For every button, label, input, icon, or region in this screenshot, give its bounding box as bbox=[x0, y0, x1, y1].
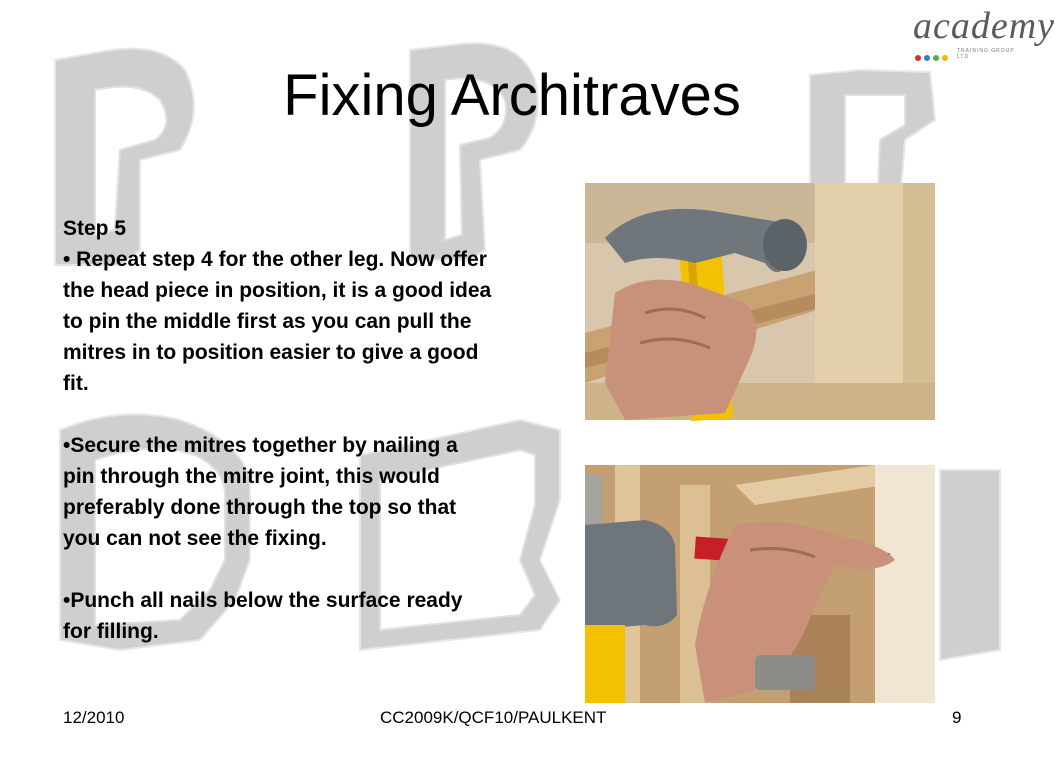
logo-wordmark: academy bbox=[913, 5, 1055, 47]
paragraph-repeat-step: • Repeat step 4 for the other leg. Now offer the head piece in position, it is a good idea to pin the middle first as you can pull the mitres in to position easier to give a good fit. bbox=[63, 248, 492, 395]
paragraph-secure-mitres: •Secure the mitres together by nailing a pin through the mitre joint, this would preferably done through the top so that you can not see the fixing. bbox=[63, 434, 458, 550]
photo-hammer-nailing-head bbox=[585, 183, 935, 420]
footer-page-number: 9 bbox=[952, 708, 962, 727]
paragraph-punch-nails: •Punch all nails below the surface ready for filling. bbox=[63, 589, 463, 643]
logo-dots bbox=[915, 48, 955, 56]
slide-title: Fixing Architraves bbox=[283, 63, 741, 128]
logo-tagline: TRAINING GROUP LTD bbox=[957, 48, 1015, 60]
step-heading: Step 5 bbox=[63, 217, 127, 240]
photo-punching-nails bbox=[585, 465, 935, 703]
slide-body bbox=[63, 213, 493, 678]
footer-course-code: CC2009K/QCF10/PAULKENT bbox=[380, 708, 607, 727]
footer-date: 12/2010 bbox=[63, 708, 125, 727]
academy-logo bbox=[905, 4, 1055, 66]
moulding-profile-6 bbox=[940, 470, 1000, 660]
